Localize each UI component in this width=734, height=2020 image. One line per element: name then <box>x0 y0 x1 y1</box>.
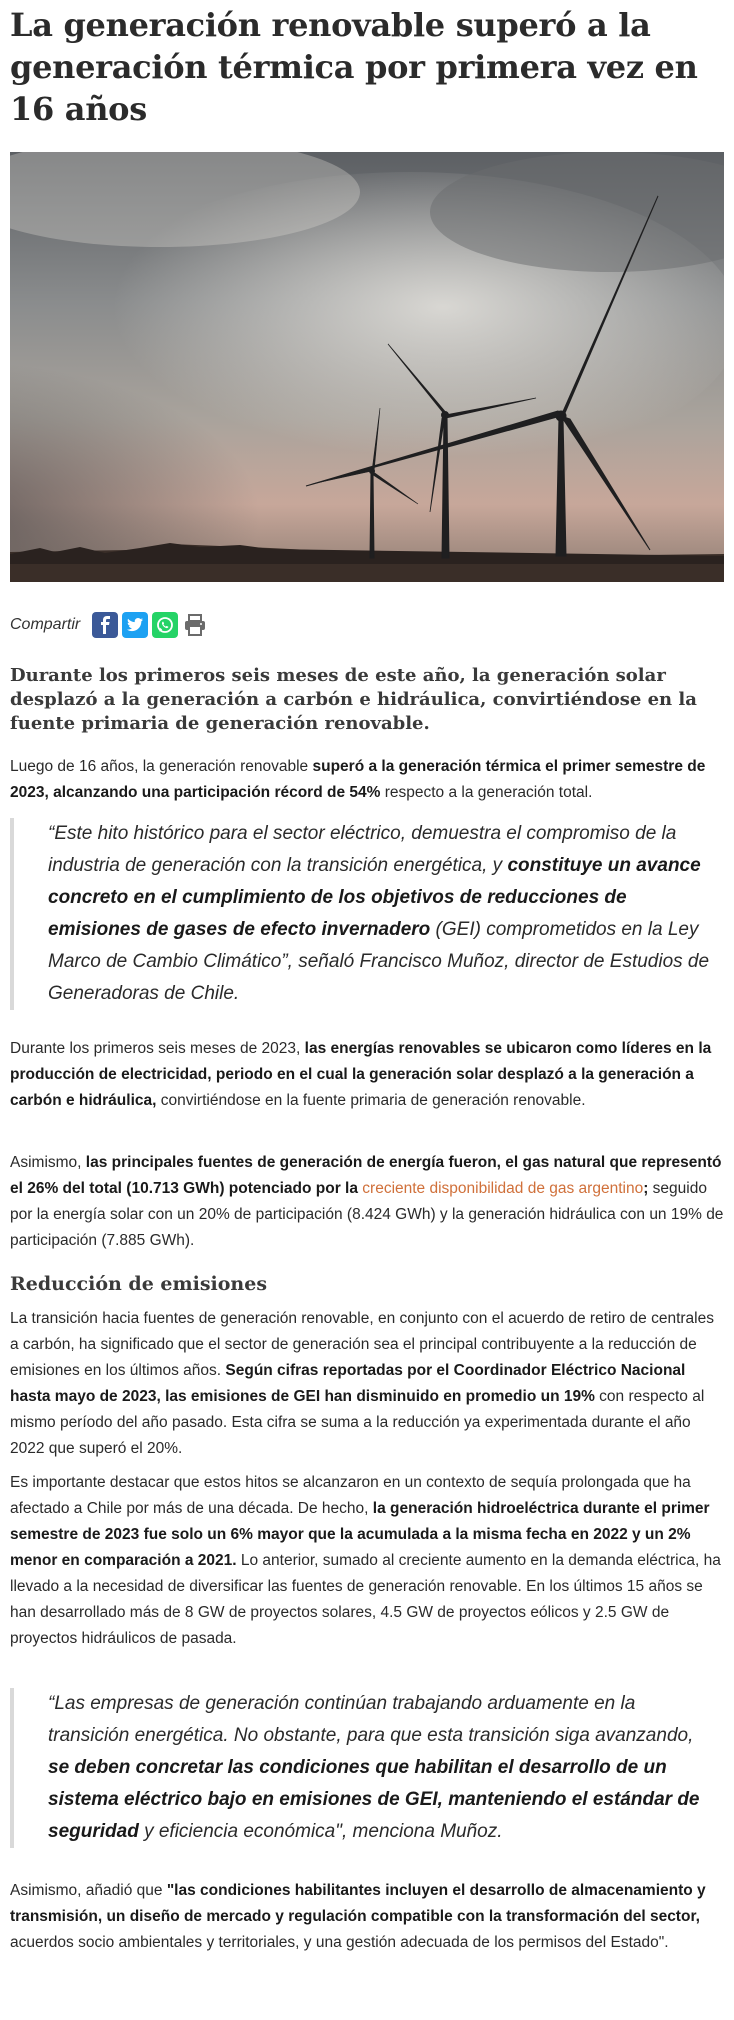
text-span: Luego de 16 años, la generación renovable <box>10 758 313 775</box>
twitter-icon[interactable] <box>122 612 148 638</box>
text-span: Lo anterior, sumado al creciente aumento en la demanda eléctrica, ha llevado a la necesidad de diversificar las fuentes de generación renovable. En los últimos 15 años se han desarrollado más de 8 GW de proyectos solares, 4.5 GW de proyectos eólicos y 2.5 GW de proyectos hidráulicos de pasada. <box>10 1552 721 1647</box>
facebook-icon[interactable] <box>92 612 118 638</box>
bold-span: las energías renovables se ubicaron como líderes en la producción de electricidad, periodo en el cual la generación solar desplazó a la generación a carbón e hidráulica, <box>10 1040 712 1109</box>
article-lead: Durante los primeros seis meses de este año, la generación solar desplazó a la generación a carbón e hidráulica, convirtiéndose en la fuente primaria de generación renovable. <box>10 665 697 734</box>
bold-span: las principales fuentes de generación de energía fueron, el gas natural que representó el 26% del total (10.713 GWh) potenciado por la <box>10 1154 722 1197</box>
text-span: acuerdos socio ambientales y territoriales, y una gestión adecuada de los permisos del Estado". <box>10 1934 669 1951</box>
paragraph-2 <box>10 1036 724 1114</box>
paragraph-4 <box>10 1306 724 1462</box>
bold-span: superó a la generación térmica el primer semestre de 2023, alcanzando una participación récord de 54% <box>10 758 706 801</box>
share-label: Compartir <box>10 616 81 633</box>
text-span: con respecto al mismo período del año pasado. Esta cifra se suma a la reducción ya experimentada durante el año 2022 que superó el 20%. <box>10 1388 705 1457</box>
print-icon[interactable] <box>182 612 208 638</box>
text-span: “Este hito histórico para el sector eléctrico, demuestra el compromiso de la industria de generación con la transición energética, y <box>48 823 677 876</box>
text-span: “Las empresas de generación continúan trabajando arduamente en la transición energética. No obstante, para que esta transición siga avanzando, <box>48 1693 694 1746</box>
share-bar <box>10 612 208 638</box>
section-heading: Reducción de emisiones <box>10 1273 268 1295</box>
text-span: Asimismo, añadió que <box>10 1882 167 1899</box>
text-span: (GEI) comprometidos en la Ley Marco de Cambio Climático”, señaló Francisco Muñoz, director de Estudios de Generadoras de Chile. <box>48 919 710 1004</box>
bold-span: constituye un avance concreto en el cumplimiento de los objetivos de reducciones de emisiones de gases de efecto invernadero <box>48 855 701 940</box>
bold-span: se deben concretar las condiciones que habilitan el desarrollo de un sistema eléctrico bajo en emisiones de GEI, manteniendo el estándar de seguridad <box>48 1757 700 1842</box>
bold-span: Según cifras reportadas por el Coordinador Eléctrico Nacional hasta mayo de 2023, las emisiones de GEI han disminuido en promedio un 19% <box>10 1362 686 1405</box>
paragraph-1 <box>10 754 724 806</box>
hero-image-wind-turbines <box>10 152 724 582</box>
text-span: Asimismo, <box>10 1154 86 1171</box>
text-span: convirtiéndose en la fuente primaria de generación renovable. <box>156 1092 586 1109</box>
text-span: Es importante destacar que estos hitos se alcanzaron en un contexto de sequía prolongada que ha afectado a Chile por más de una década. De hecho, <box>10 1474 691 1517</box>
text-span: y eficiencia económica", menciona Muñoz. <box>138 1821 503 1842</box>
blockquote-1 <box>10 818 714 1010</box>
blockquote-2 <box>10 1688 714 1848</box>
text-span: Durante los primeros seis meses de 2023, <box>10 1040 305 1057</box>
paragraph-3 <box>10 1150 724 1254</box>
whatsapp-icon[interactable] <box>152 612 178 638</box>
bold-span: la generación hidroeléctrica durante el primer semestre de 2023 fue solo un 6% mayor que la acumulada a la misma fecha en 2022 y un 2% menor en comparación a 2021. <box>10 1500 710 1569</box>
gas-argentino-link[interactable]: creciente disponibilidad de gas argentino <box>362 1180 644 1197</box>
text-span: respecto a la generación total. <box>380 784 593 801</box>
article-title: La generación renovable superó a la generación térmica por primera vez en 16 años <box>10 6 698 128</box>
text-span: seguido por la energía solar con un 20% de participación (8.424 GWh) y la generación hidráulica con un 19% de participación (7.885 GWh). <box>10 1180 724 1249</box>
bold-span: ; <box>643 1180 649 1197</box>
paragraph-5 <box>10 1470 724 1652</box>
bold-span: "las condiciones habilitantes incluyen el desarrollo de almacenamiento y transmisión, un diseño de mercado y regulación compatible con la transformación del sector, <box>10 1882 706 1925</box>
paragraph-6 <box>10 1878 724 1956</box>
text-span: La transición hacia fuentes de generación renovable, en conjunto con el acuerdo de retiro de centrales a carbón, ha significado que el sector de generación sea el principal contribuyente a la reducción de emisiones en los últimos años. <box>10 1310 714 1379</box>
